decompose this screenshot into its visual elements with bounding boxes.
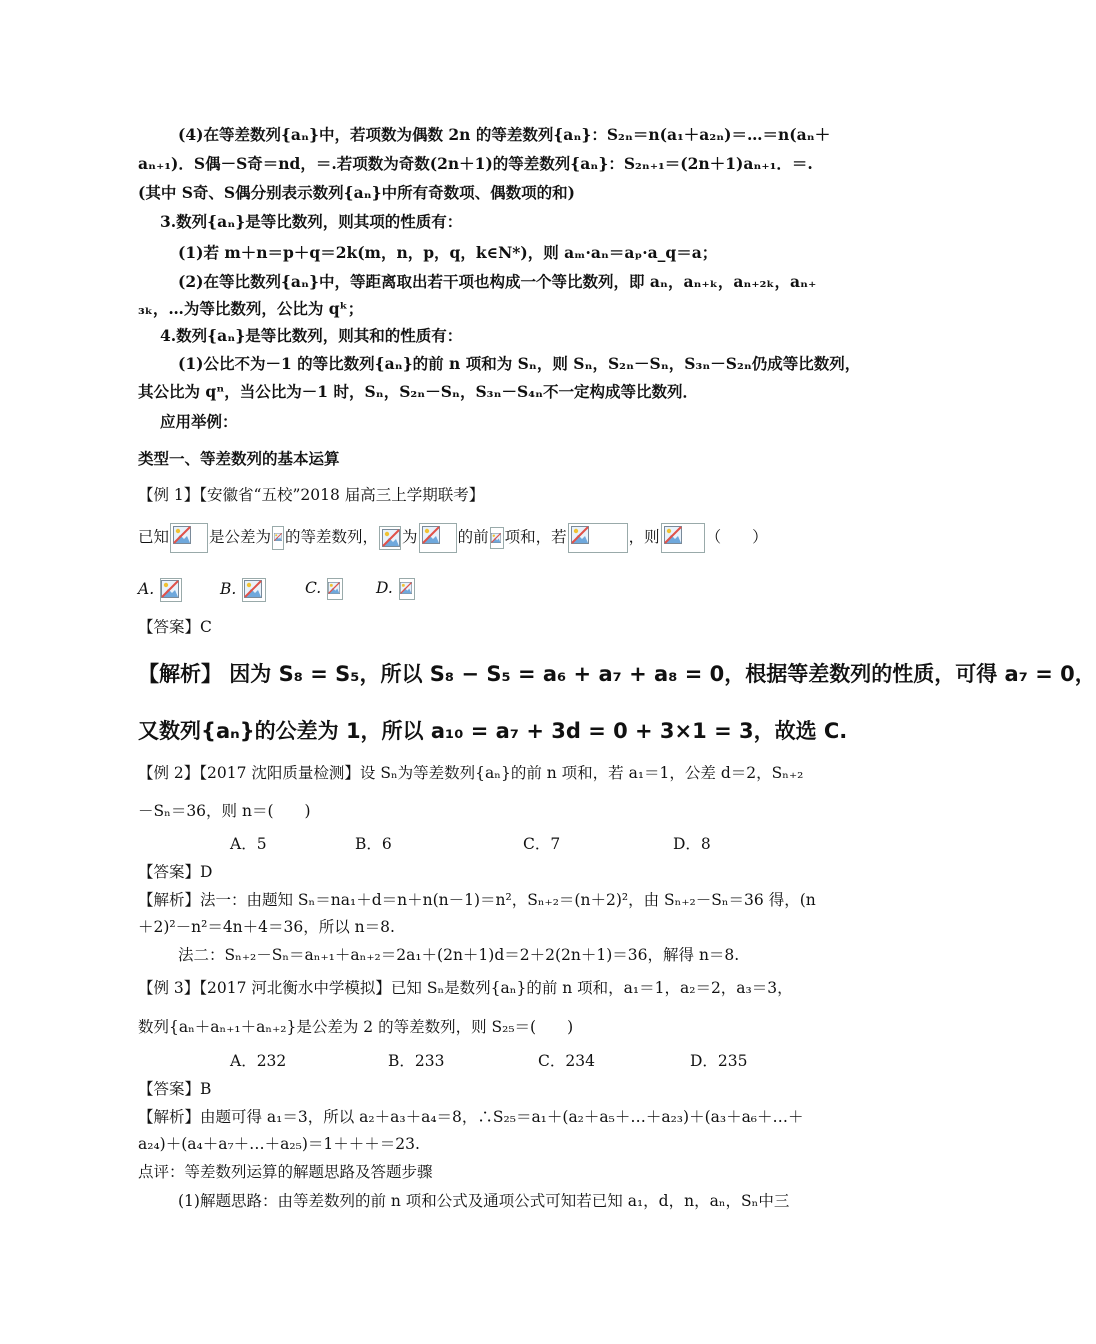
ex2-option-c: C．7 — [523, 835, 561, 853]
section-3-title: 3.数列{aₙ}是等比数列，则其项的性质有： — [160, 212, 463, 231]
option-b: B. — [220, 578, 267, 602]
ex3-option-a: A．232 — [230, 1052, 287, 1070]
broken-image-icon — [419, 523, 457, 553]
solution-2-line1: 【解析】法一：由题知 Sₙ＝na₁＋d＝n＋n(n－1)＝n²，Sₙ₊₂＝(n＋2)²，由 Sₙ₊₂－Sₙ＝36 得，(n — [138, 891, 816, 909]
option-c: C. — [305, 578, 344, 600]
example-3-line2: 数列{aₙ＋aₙ₊₁＋aₙ₊₂}是公差为 2 的等差数列，则 S₂₅＝( ) — [138, 1018, 574, 1036]
prop-3-2-line1: (2)在等比数列{aₙ}中，等距离取出若干项也构成一个等比数列，即 aₙ，aₙ₊ₖ，aₙ₊₂ₖ，aₙ₊ — [178, 272, 817, 291]
solution-2-line3: 法二：Sₙ₊₂－Sₙ＝aₙ₊₁＋aₙ₊₂＝2a₁＋(2n＋1)d＝2＋2(2n＋1)＝36，解得 n＝8. — [178, 946, 740, 964]
broken-image-icon — [568, 523, 628, 553]
solution-1-line2: 又数列{aₙ}的公差为 1，所以 a₁₀ = a₇ + 3d = 0 + 3×1 = 3，故选 C. — [138, 719, 848, 743]
example-1-stem — [138, 522, 768, 553]
option-a: A. — [138, 578, 183, 602]
broken-image-icon — [661, 523, 705, 553]
examples-heading: 应用举例： — [160, 412, 238, 431]
solution-3-line2: a₂₄)＋(a₄＋a₇＋…＋a₂₅)＝1＋＋＋＝23. — [138, 1135, 420, 1153]
ex2-option-d: D．8 — [673, 835, 711, 853]
stem-text: 为 — [402, 528, 418, 546]
option-d: D. — [376, 578, 416, 600]
stem-text: 已知 — [138, 528, 170, 546]
broken-image-icon — [160, 578, 182, 602]
stem-text: 是公差为 — [209, 528, 272, 546]
example-2-line2: －Sₙ＝36，则 n＝( ) — [138, 802, 311, 820]
ex3-option-d: D．235 — [690, 1052, 748, 1070]
prop-3-2-line2: ₃ₖ，…为等比数列，公比为 qᵏ； — [138, 299, 364, 318]
broken-image-icon — [490, 527, 504, 549]
type-1-heading: 类型一、等差数列的基本运算 — [138, 449, 340, 468]
review-heading: 点评：等差数列运算的解题思路及答题步骤 — [138, 1163, 433, 1181]
answer-1: 【答案】C — [138, 618, 212, 636]
broken-image-icon — [379, 526, 401, 550]
ex2-option-b: B．6 — [355, 835, 392, 853]
stem-text: 项和，若 — [504, 528, 567, 546]
review-line1: (1)解题思路：由等差数列的前 n 项和公式及通项公式可知若已知 a₁，d，n，aₙ，Sₙ中三 — [178, 1192, 790, 1210]
prop-3-1: (1)若 m＋n＝p＋q＝2k(m，n，p，q，k∈N*)，则 aₘ·aₙ＝aₚ·a_q＝a； — [178, 243, 718, 262]
example-1-title: 【例 1】【安徽省“五校”2018 届高三上学期联考】 — [138, 486, 485, 504]
solution-1-line1: 【解析】 因为 S₈ = S₅，所以 S₈ − S₅ = a₆ + a₇ + a₈ = 0，根据等差数列的性质，可得 a₇ = 0， — [138, 662, 1096, 686]
stem-text: 的等差数列， — [285, 528, 379, 546]
ex3-option-b: B．233 — [388, 1052, 445, 1070]
stem-text: ，则 — [628, 528, 660, 546]
broken-image-icon — [272, 526, 284, 550]
broken-image-icon — [170, 523, 208, 553]
broken-image-icon — [399, 578, 415, 600]
para-4-line2: aₙ₊₁)．S偶－S奇＝nd，＝.若项数为奇数(2n＋1)的等差数列{aₙ}：S₂ₙ₊₁＝(2n＋1)aₙ₊₁．＝. — [138, 154, 813, 173]
section-4-title: 4.数列{aₙ}是等比数列，则其和的性质有： — [160, 326, 463, 345]
prop-4-1-line2: 其公比为 qⁿ，当公比为－1 时，Sₙ，S₂ₙ－Sₙ，S₃ₙ－S₄ₙ不一定构成等比数列． — [138, 382, 699, 401]
ex2-option-a: A．5 — [230, 835, 267, 853]
answer-2: 【答案】D — [138, 863, 213, 881]
solution-3-line1: 【解析】由题可得 a₁＝3，所以 a₂＋a₃＋a₄＝8，∴S₂₅＝a₁＋(a₂＋a₅＋…＋a₂₃)＋(a₃＋a₆＋…＋ — [138, 1108, 804, 1126]
broken-image-icon — [242, 578, 266, 602]
prop-4-1-line1: (1)公比不为－1 的等比数列{aₙ}的前 n 项和为 Sₙ，则 Sₙ，S₂ₙ－Sₙ，S₃ₙ－S₂ₙ仍成等比数列， — [178, 354, 861, 373]
stem-text: （ ） — [705, 528, 768, 546]
ex3-option-c: C．234 — [538, 1052, 595, 1070]
example-2-line1: 【例 2】【2017 沈阳质量检测】设 Sₙ为等差数列{aₙ}的前 n 项和，若 a₁＝1，公差 d＝2，Sₙ₊₂ — [138, 764, 804, 782]
solution-2-line2: ＋2)²－n²＝4n＋4＝36，所以 n＝8. — [138, 918, 395, 936]
stem-text: 的前 — [457, 528, 489, 546]
broken-image-icon — [327, 578, 343, 600]
para-4-line1: (4)在等差数列{aₙ}中，若项数为偶数 2n 的等差数列{aₙ}：S₂ₙ＝n(a₁＋a₂ₙ)＝…＝n(aₙ＋ — [178, 125, 831, 144]
para-4-line3: (其中 S奇、S偶分别表示数列{aₙ}中所有奇数项、偶数项的和) — [138, 183, 575, 202]
answer-3: 【答案】B — [138, 1080, 212, 1098]
example-3-line1: 【例 3】【2017 河北衡水中学模拟】已知 Sₙ是数列{aₙ}的前 n 项和，a₁＝1，a₂＝2，a₃＝3， — [138, 979, 793, 997]
